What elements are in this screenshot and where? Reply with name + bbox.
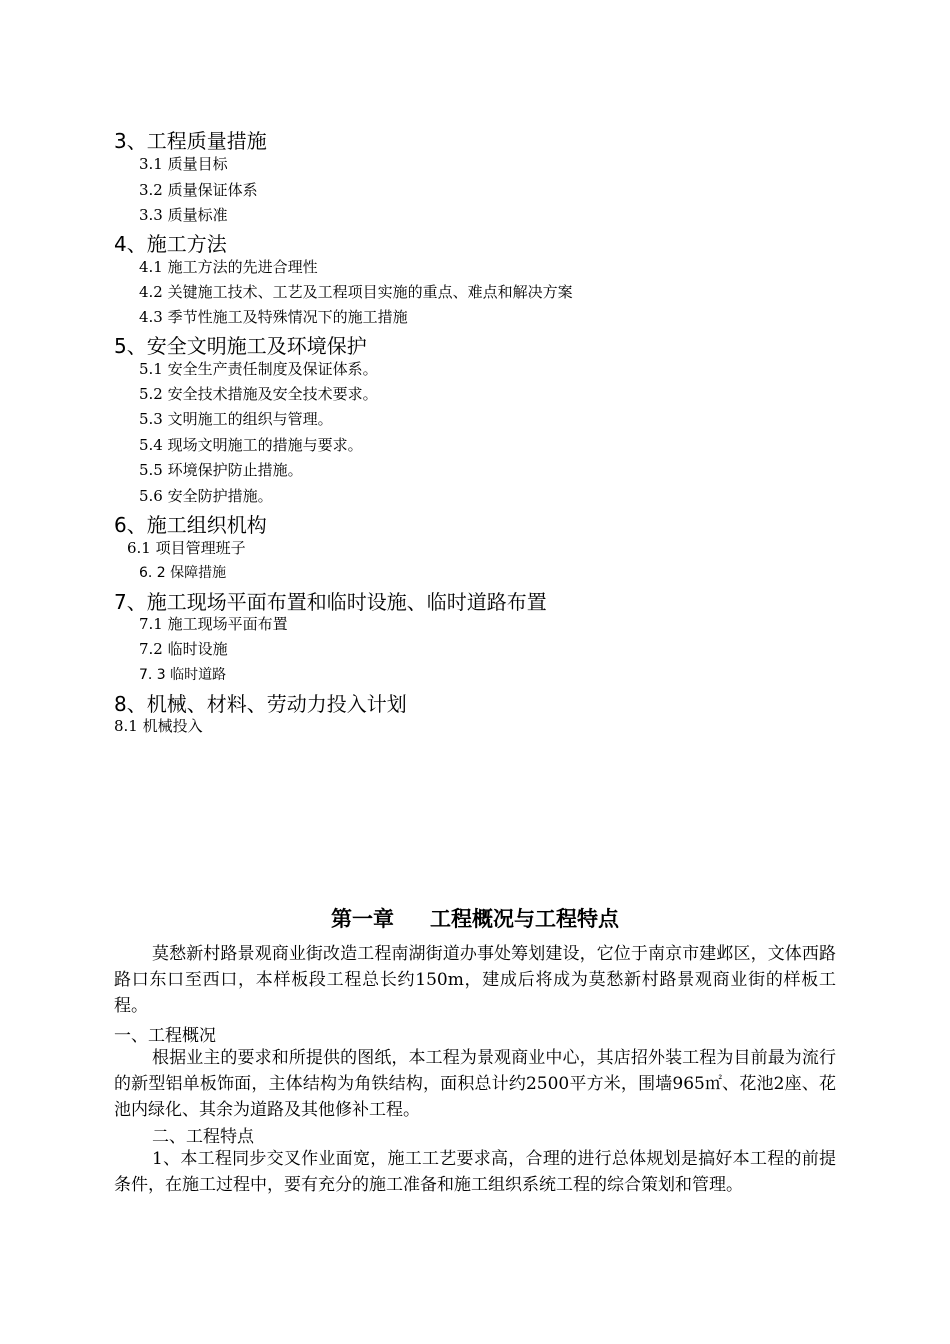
toc-item-5-6: 5.6 安全防护措施。	[139, 487, 273, 505]
toc-item-5-1: 5.1 安全生产责任制度及保证体系。	[139, 360, 378, 378]
toc-section-6-title: 6、施工组织机构	[114, 513, 267, 537]
chapter-title: 工程概况与工程特点	[430, 907, 619, 931]
toc-item-7-3: 7. 3 临时道路	[139, 667, 227, 683]
toc-section-5-title: 5、安全文明施工及环境保护	[114, 334, 367, 358]
features-paragraph: 1、本工程同步交叉作业面宽，施工工艺要求高，合理的进行总体规划是搞好本工程的前提条件，在施工过程中，要有充分的施工准备和施工组织系统工程的综合策划和管理。	[114, 1149, 836, 1195]
section-heading-overview: 一、工程概况	[114, 1026, 216, 1046]
toc-item-8-1: 8.1 机械投入	[114, 717, 203, 735]
toc-item-3-2: 3.2 质量保证体系	[139, 181, 258, 199]
toc-item-5-2: 5.2 安全技术措施及安全技术要求。	[139, 385, 378, 403]
toc-item-3-1: 3.1 质量目标	[139, 155, 228, 173]
toc-item-3-3: 3.3 质量标准	[139, 206, 228, 224]
toc-section-4-title: 4、施工方法	[114, 232, 227, 256]
toc-item-7-2: 7.2 临时设施	[139, 640, 228, 658]
toc-item-5-5: 5.5 环境保护防止措施。	[139, 461, 303, 479]
toc-item-4-1: 4.1 施工方法的先进合理性	[139, 258, 318, 276]
section-heading-features: 二、工程特点	[152, 1127, 254, 1147]
overview-paragraph: 根据业主的要求和所提供的图纸，本工程为景观商业中心，其店招外装工程为目前最为流行的新型铝单板饰面，主体结构为角铁结构，面积总计约2500平方米，围墙965㎡、花池2座、花池内绿化、其余为道路及其他修补工程。	[114, 1048, 836, 1120]
chapter-heading	[0, 903, 950, 933]
intro-paragraph: 莫愁新村路景观商业街改造工程南湖街道办事处筹划建设，它位于南京市建邺区，文体西路路口东口至西口，本样板段工程总长约150m，建成后将成为莫愁新村路景观商业街的样板工程。	[114, 944, 836, 1016]
toc-item-6-2: 6. 2 保障措施	[139, 565, 227, 581]
chapter-number: 第一章	[331, 907, 394, 931]
toc-section-8-title: 8、机械、材料、劳动力投入计划	[114, 692, 407, 716]
toc-item-4-2: 4.2 关键施工技术、工艺及工程项目实施的重点、难点和解决方案	[139, 283, 573, 301]
toc-section-3-title: 3、工程质量措施	[114, 129, 267, 153]
toc-item-6-1: 6.1 项目管理班子	[127, 539, 246, 557]
toc-item-7-1: 7.1 施工现场平面布置	[139, 615, 288, 633]
toc-item-5-3: 5.3 文明施工的组织与管理。	[139, 410, 333, 428]
toc-item-4-3: 4.3 季节性施工及特殊情况下的施工措施	[139, 308, 408, 326]
toc-section-7-title: 7、施工现场平面布置和临时设施、临时道路布置	[114, 590, 547, 614]
toc-item-5-4: 5.4 现场文明施工的措施与要求。	[139, 436, 363, 454]
